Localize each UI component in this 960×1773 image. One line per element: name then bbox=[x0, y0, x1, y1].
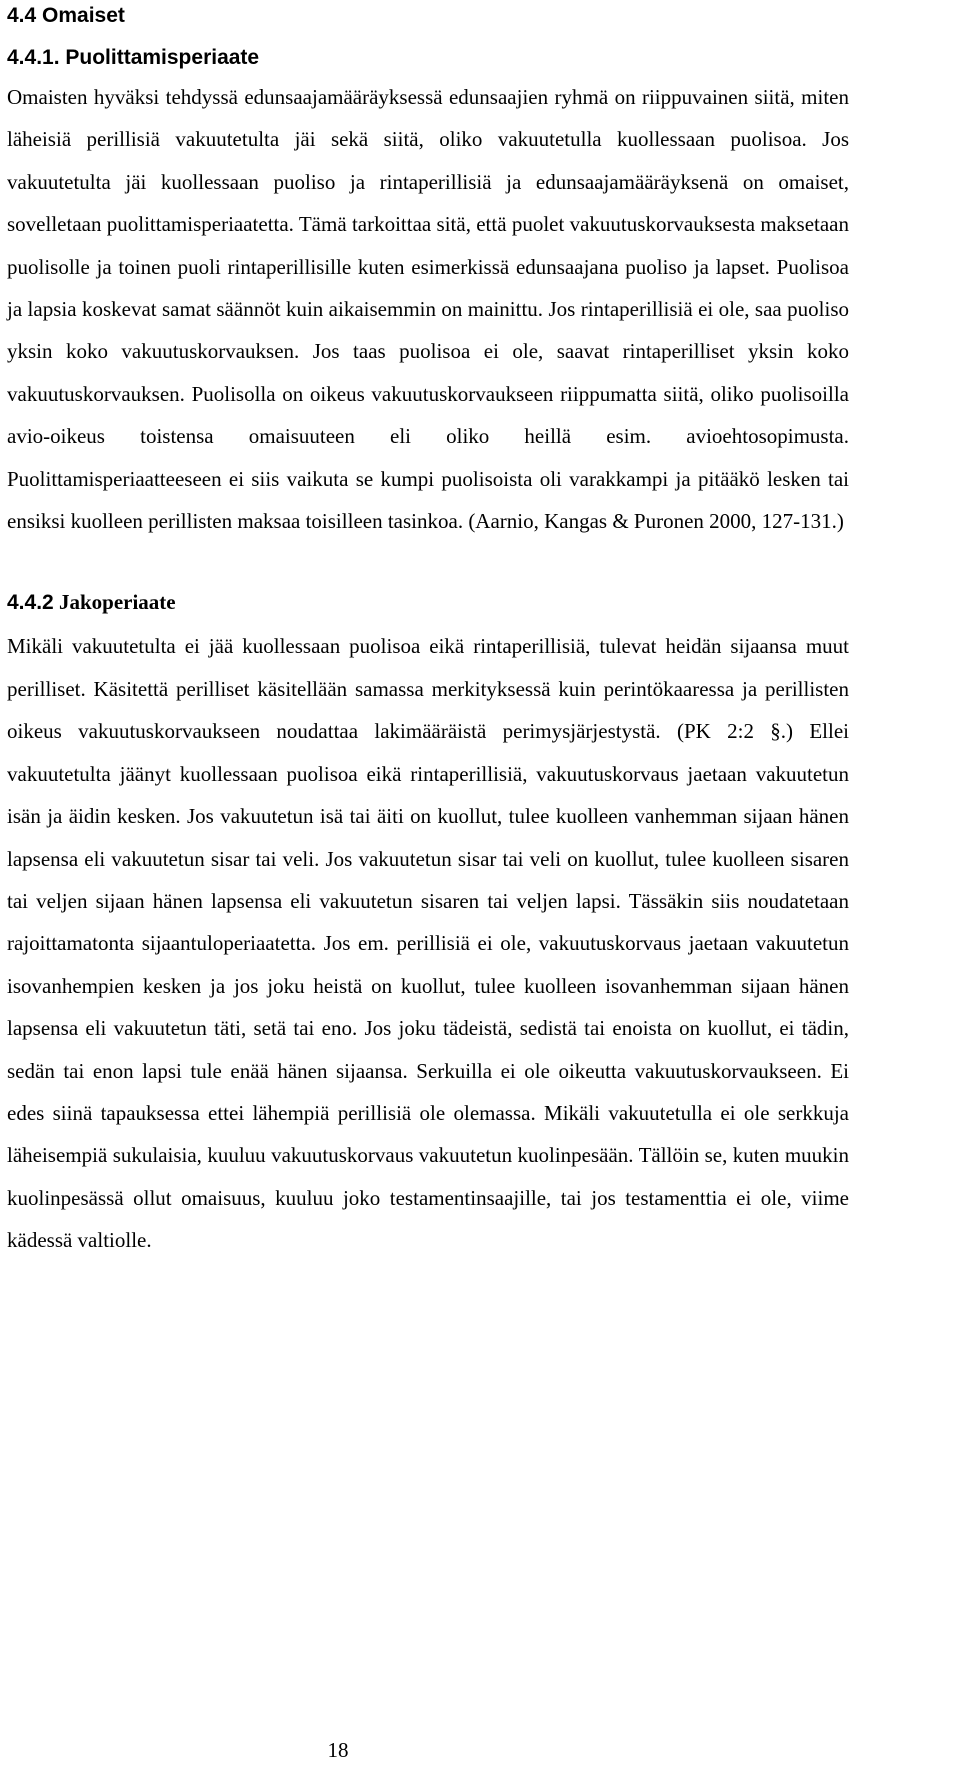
chapter-heading: 4.4 Omaiset bbox=[7, 4, 125, 27]
section-heading-number: 4.4.2 bbox=[7, 591, 54, 615]
section-heading-puolittamisperiaate: 4.4.1. Puolittamisperiaate bbox=[7, 46, 260, 69]
section-jakoperiaate bbox=[7, 588, 849, 1261]
paragraph-puolittamisperiaate: Omaisten hyväksi tehdyssä edunsaajamääräyksessä edunsaajien ryhmä on riippuvainen siitä, miten läheisiä perillisiä vakuutetulta jäi sekä siitä, oliko vakuutetulla kuollessaan puolisoa. Jos vakuutetulta jäi kuollessaan puoliso ja rintaperillisiä ja edunsaajamääräyksenä on omaiset, sovelletaan puolittamisperiaatetta. Tämä tarkoittaa sitä, että puolet vakuutuskorvauksesta maksetaan puolisolle ja toinen puoli rintaperillisille kuten esimerkissä edunsaajana puoliso ja lapset. Puolisoa ja lapsia koskevat samat säännöt kuin aikaisemmin on mainittu. Jos rintaperillisiä ei ole, saa puoliso yksin koko vakuutuskorvauksen. Jos taas puolisoa ei ole, saavat rintaperilliset yksin koko vakuutuskorvauksen. Puolisolla on oikeus vakuutuskorvaukseen riippumatta siitä, oliko puolisoilla avio-oikeus toistensa omaisuuteen eli oliko heillä esim. avioehtosopimusta. Puolittamisperiaatteeseen ei siis vaikuta se kumpi puolisoista oli varakkampi ja pitääkö lesken tai ensiksi kuolleen perillisten maksaa toisilleen tasinkoa. (Aarnio, Kangas & Puronen 2000, 127-131.) bbox=[7, 85, 849, 534]
document-page bbox=[7, 0, 849, 1262]
section-heading-jakoperiaate bbox=[7, 588, 849, 617]
paragraph-jakoperiaate: Mikäli vakuutetulta ei jää kuollessaan puolisoa eikä rintaperillisiä, tulevat heidän sijaansa muut perilliset. Käsitettä perilliset käsitellään samassa merkityksessä kuin perintökaaressa ja perillisten oikeus vakuutuskorvaukseen noudattaa lakimääräistä perimysjärjestystä. (PK 2:2 §.) Ellei vakuutetulta jäänyt kuollessaan puolisoa eikä rintaperillisiä, vakuutuskorvaus jaetaan vakuutetun isän ja äidin kesken. Jos vakuutetun isä tai äiti on kuollut, tulee kuolleen vanhemman sijaan hänen lapsensa eli vakuutetun sisar tai veli. Jos vakuutetun sisar tai veli on kuollut, tulee kuolleen sisaren tai veljen sijaan hänen lapsensa eli vakuutetun sisaren tai veljen lapsi. Tässäkin siis noudatetaan rajoittamatonta sijaantuloperiaatetta. Jos em. perillisiä ei ole, vakuutuskorvaus jaetaan vakuutetun isovanhempien kesken ja jos joku heistä on kuollut, tulee kuolleen isovanhemman sijaan hänen lapsensa eli vakuutetun täti, setä tai eno. Jos joku tädeistä, sedistä tai enoista on kuollut, ei tädin, sedän tai enon lapsi tule enää hänen sijaansa. Serkuilla ei ole oikeutta vakuutuskorvaukseen. Ei edes siinä tapauksessa ettei lähempiä perillisiä ole olemassa. Mikäli vakuutetulla ei ole serkkuja läheisempiä sukulaisia, kuuluu vakuutuskorvaus vakuutetun kuolinpesään. Tällöin se, kuten muukin kuolinpesässä ollut omaisuus, kuuluu joko testamentinsaajille, tai jos testamenttia ei ole, viime kädessä valtiolle. bbox=[7, 634, 849, 1253]
section-heading-title: Jakoperiaate bbox=[58, 590, 176, 615]
page-number: 18 bbox=[327, 1738, 349, 1762]
